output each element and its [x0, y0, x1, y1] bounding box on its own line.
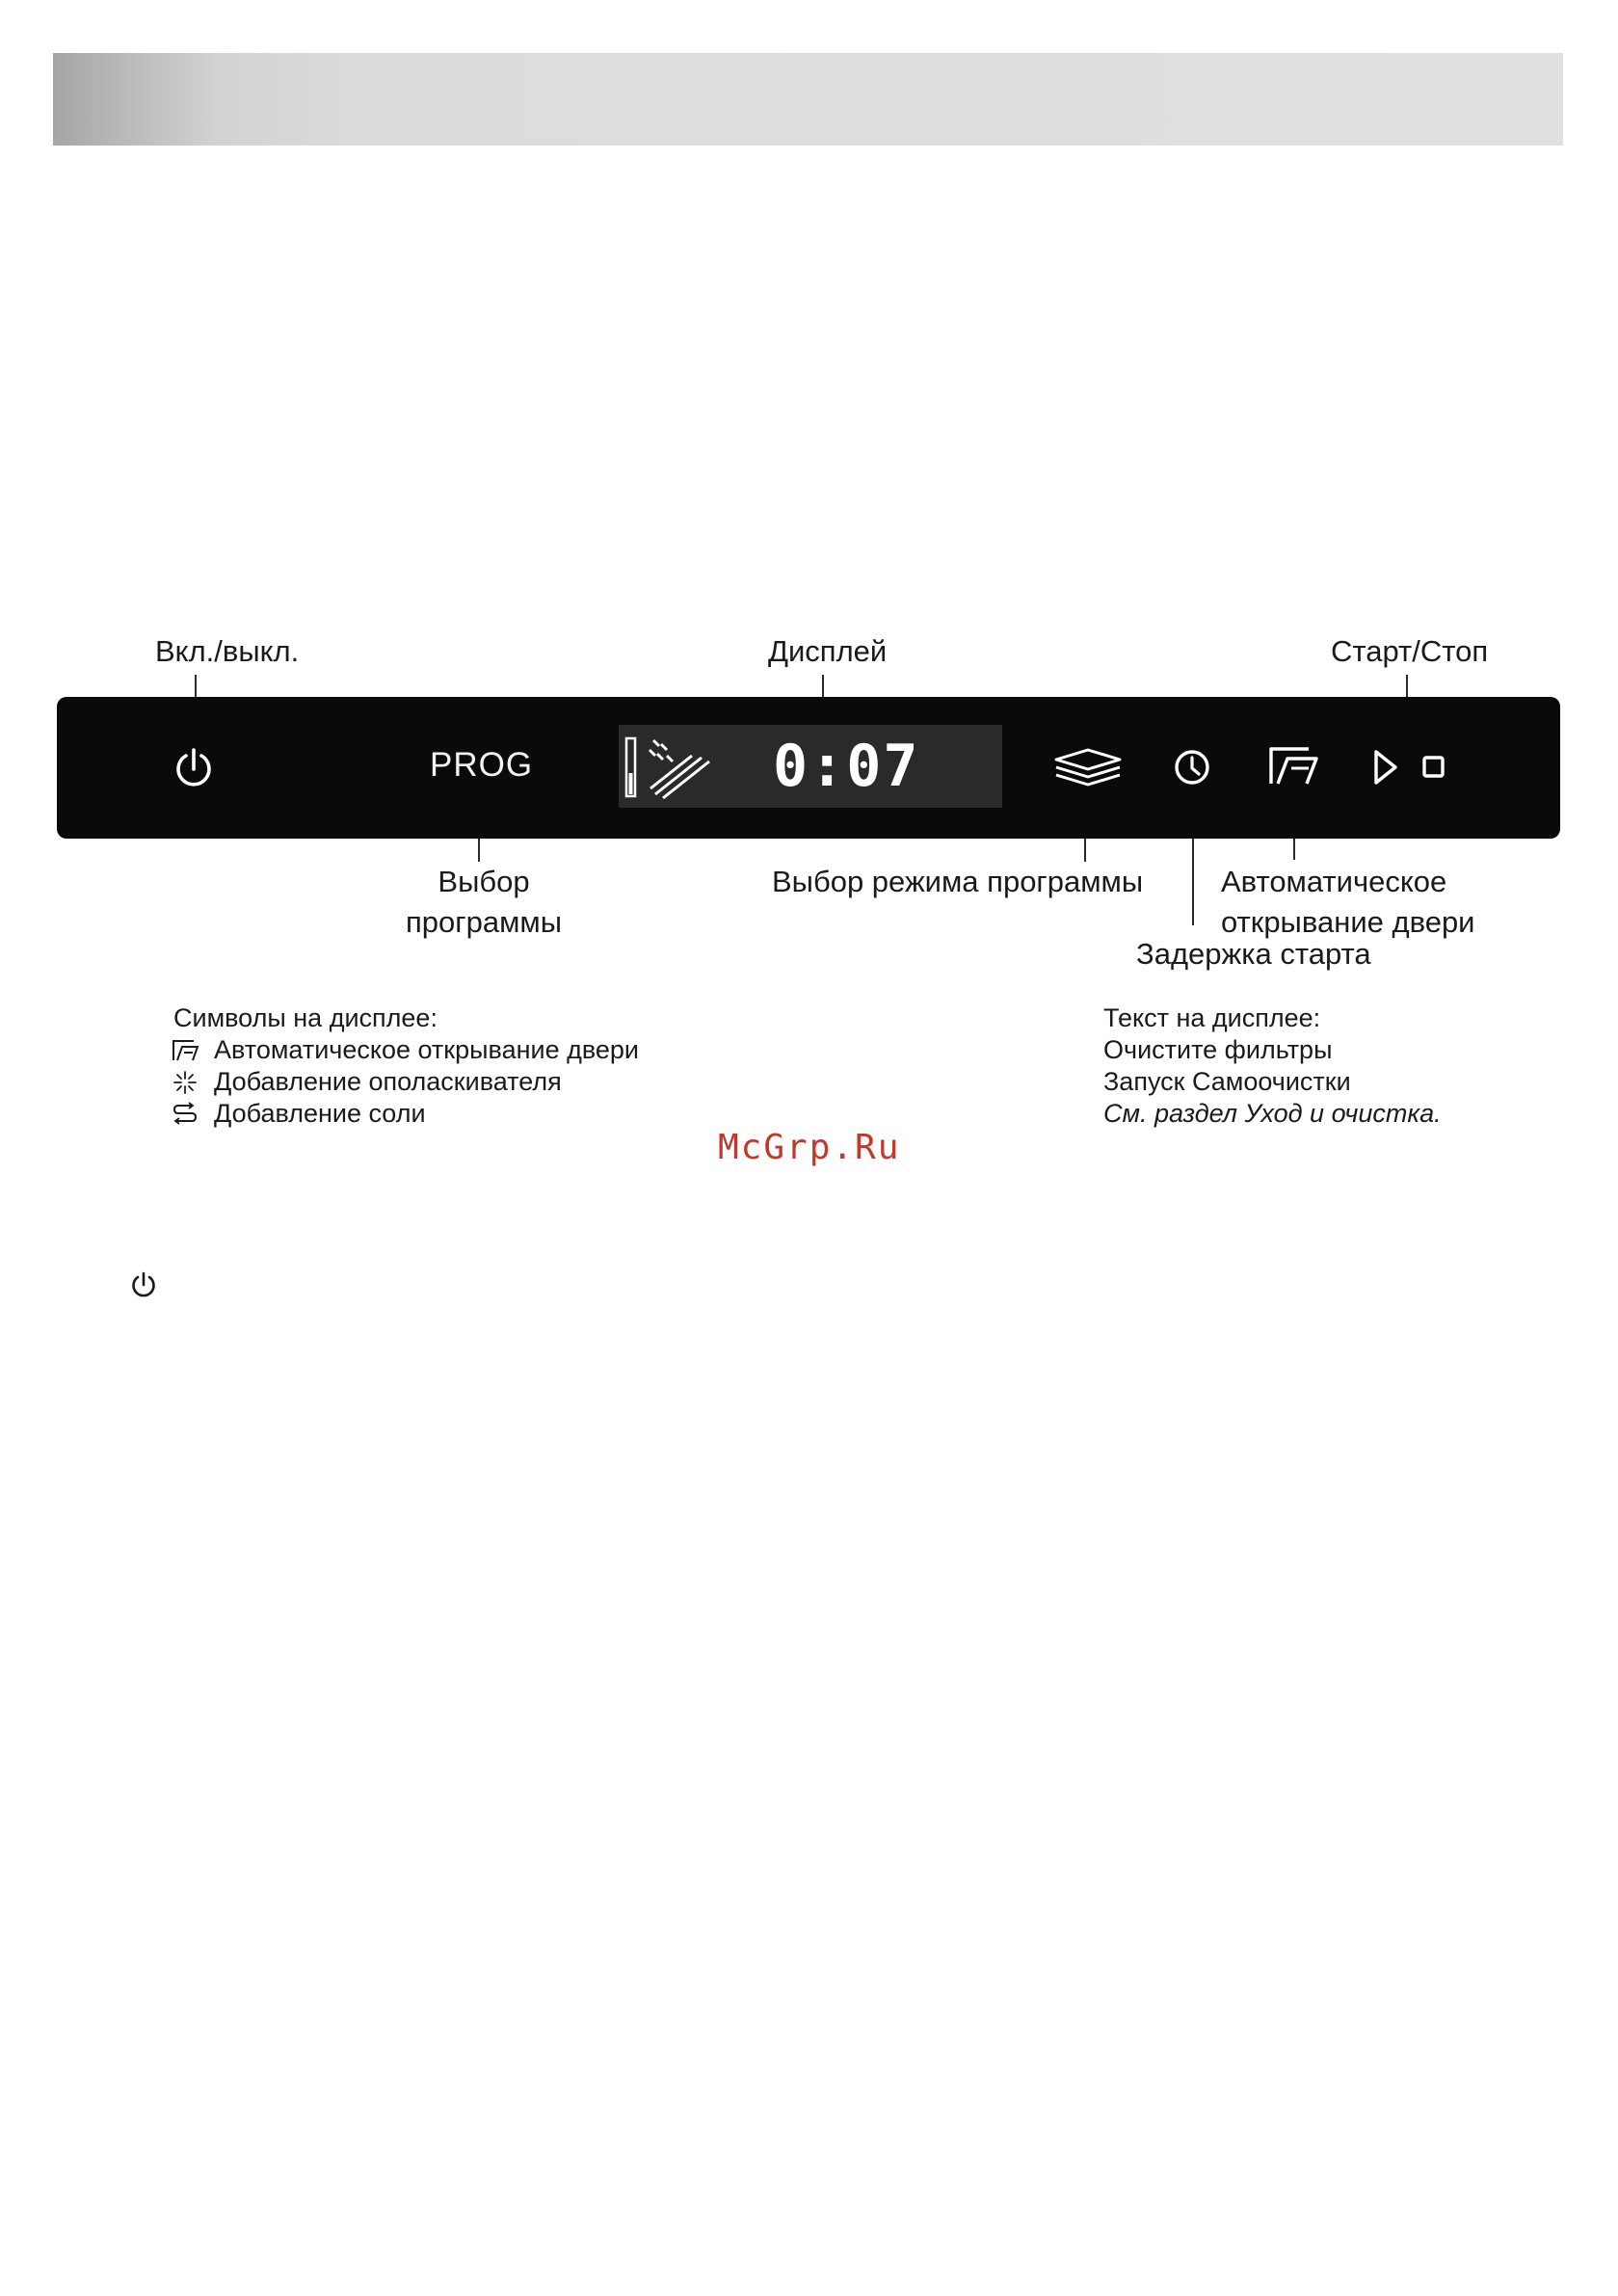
power-icon	[129, 1270, 158, 1299]
prog-button[interactable]: PROG	[430, 746, 534, 784]
program-mode-label: Выбор режима программы	[772, 865, 1144, 898]
auto-door-icon	[171, 1038, 199, 1063]
spray-arm-icon	[624, 734, 721, 800]
display-label: Дисплей	[768, 634, 888, 668]
display-text-heading: Текст на дисплее:	[1103, 1003, 1321, 1032]
symbols-legend	[171, 1002, 639, 1130]
salt-icon	[171, 1102, 199, 1127]
start-stop-label: Старт/Стоп	[1331, 634, 1489, 668]
display-text-line: Очистите фильтры	[1103, 1035, 1333, 1064]
auto-door-button[interactable]	[1266, 745, 1320, 788]
delay-start-button[interactable]	[1172, 747, 1212, 788]
program-select-label	[387, 862, 580, 943]
legend-item	[171, 1034, 639, 1066]
legend-item-label: Автоматическое открывание двери	[214, 1035, 640, 1064]
legend-item-label: Добавление соли	[214, 1099, 426, 1128]
power-label: Вкл./выкл.	[155, 634, 300, 668]
header-bar	[53, 53, 1563, 146]
auto-door-label-line1: Автоматическое	[1221, 865, 1447, 898]
display-text-note: См. раздел Уход и очистка.	[1103, 1099, 1442, 1128]
delay-start-leader	[1192, 827, 1194, 925]
display-time: 0:07	[773, 733, 920, 800]
legend-item	[171, 1066, 639, 1098]
program-select-label-line1: Выбор	[438, 865, 530, 898]
display-screen	[619, 725, 1002, 808]
start-stop-button[interactable]	[1370, 747, 1451, 788]
auto-door-label	[1221, 862, 1475, 943]
rinse-aid-icon	[171, 1070, 199, 1095]
watermark: McGrp.Ru	[718, 1128, 901, 1167]
legend-item	[171, 1098, 639, 1130]
legend-item-label: Добавление ополаскивателя	[214, 1067, 562, 1096]
control-panel	[57, 697, 1560, 839]
power-button[interactable]	[172, 746, 216, 790]
auto-door-label-line2: открывание двери	[1221, 905, 1475, 939]
display-text-legend	[1103, 1002, 1442, 1130]
display-text-line: Запуск Самоочистки	[1103, 1067, 1351, 1096]
program-mode-button[interactable]	[1052, 746, 1124, 788]
program-select-label-line2: программы	[406, 905, 562, 939]
symbols-legend-heading: Символы на дисплее:	[173, 1003, 438, 1032]
delay-start-label: Задержка старта	[1136, 937, 1371, 971]
